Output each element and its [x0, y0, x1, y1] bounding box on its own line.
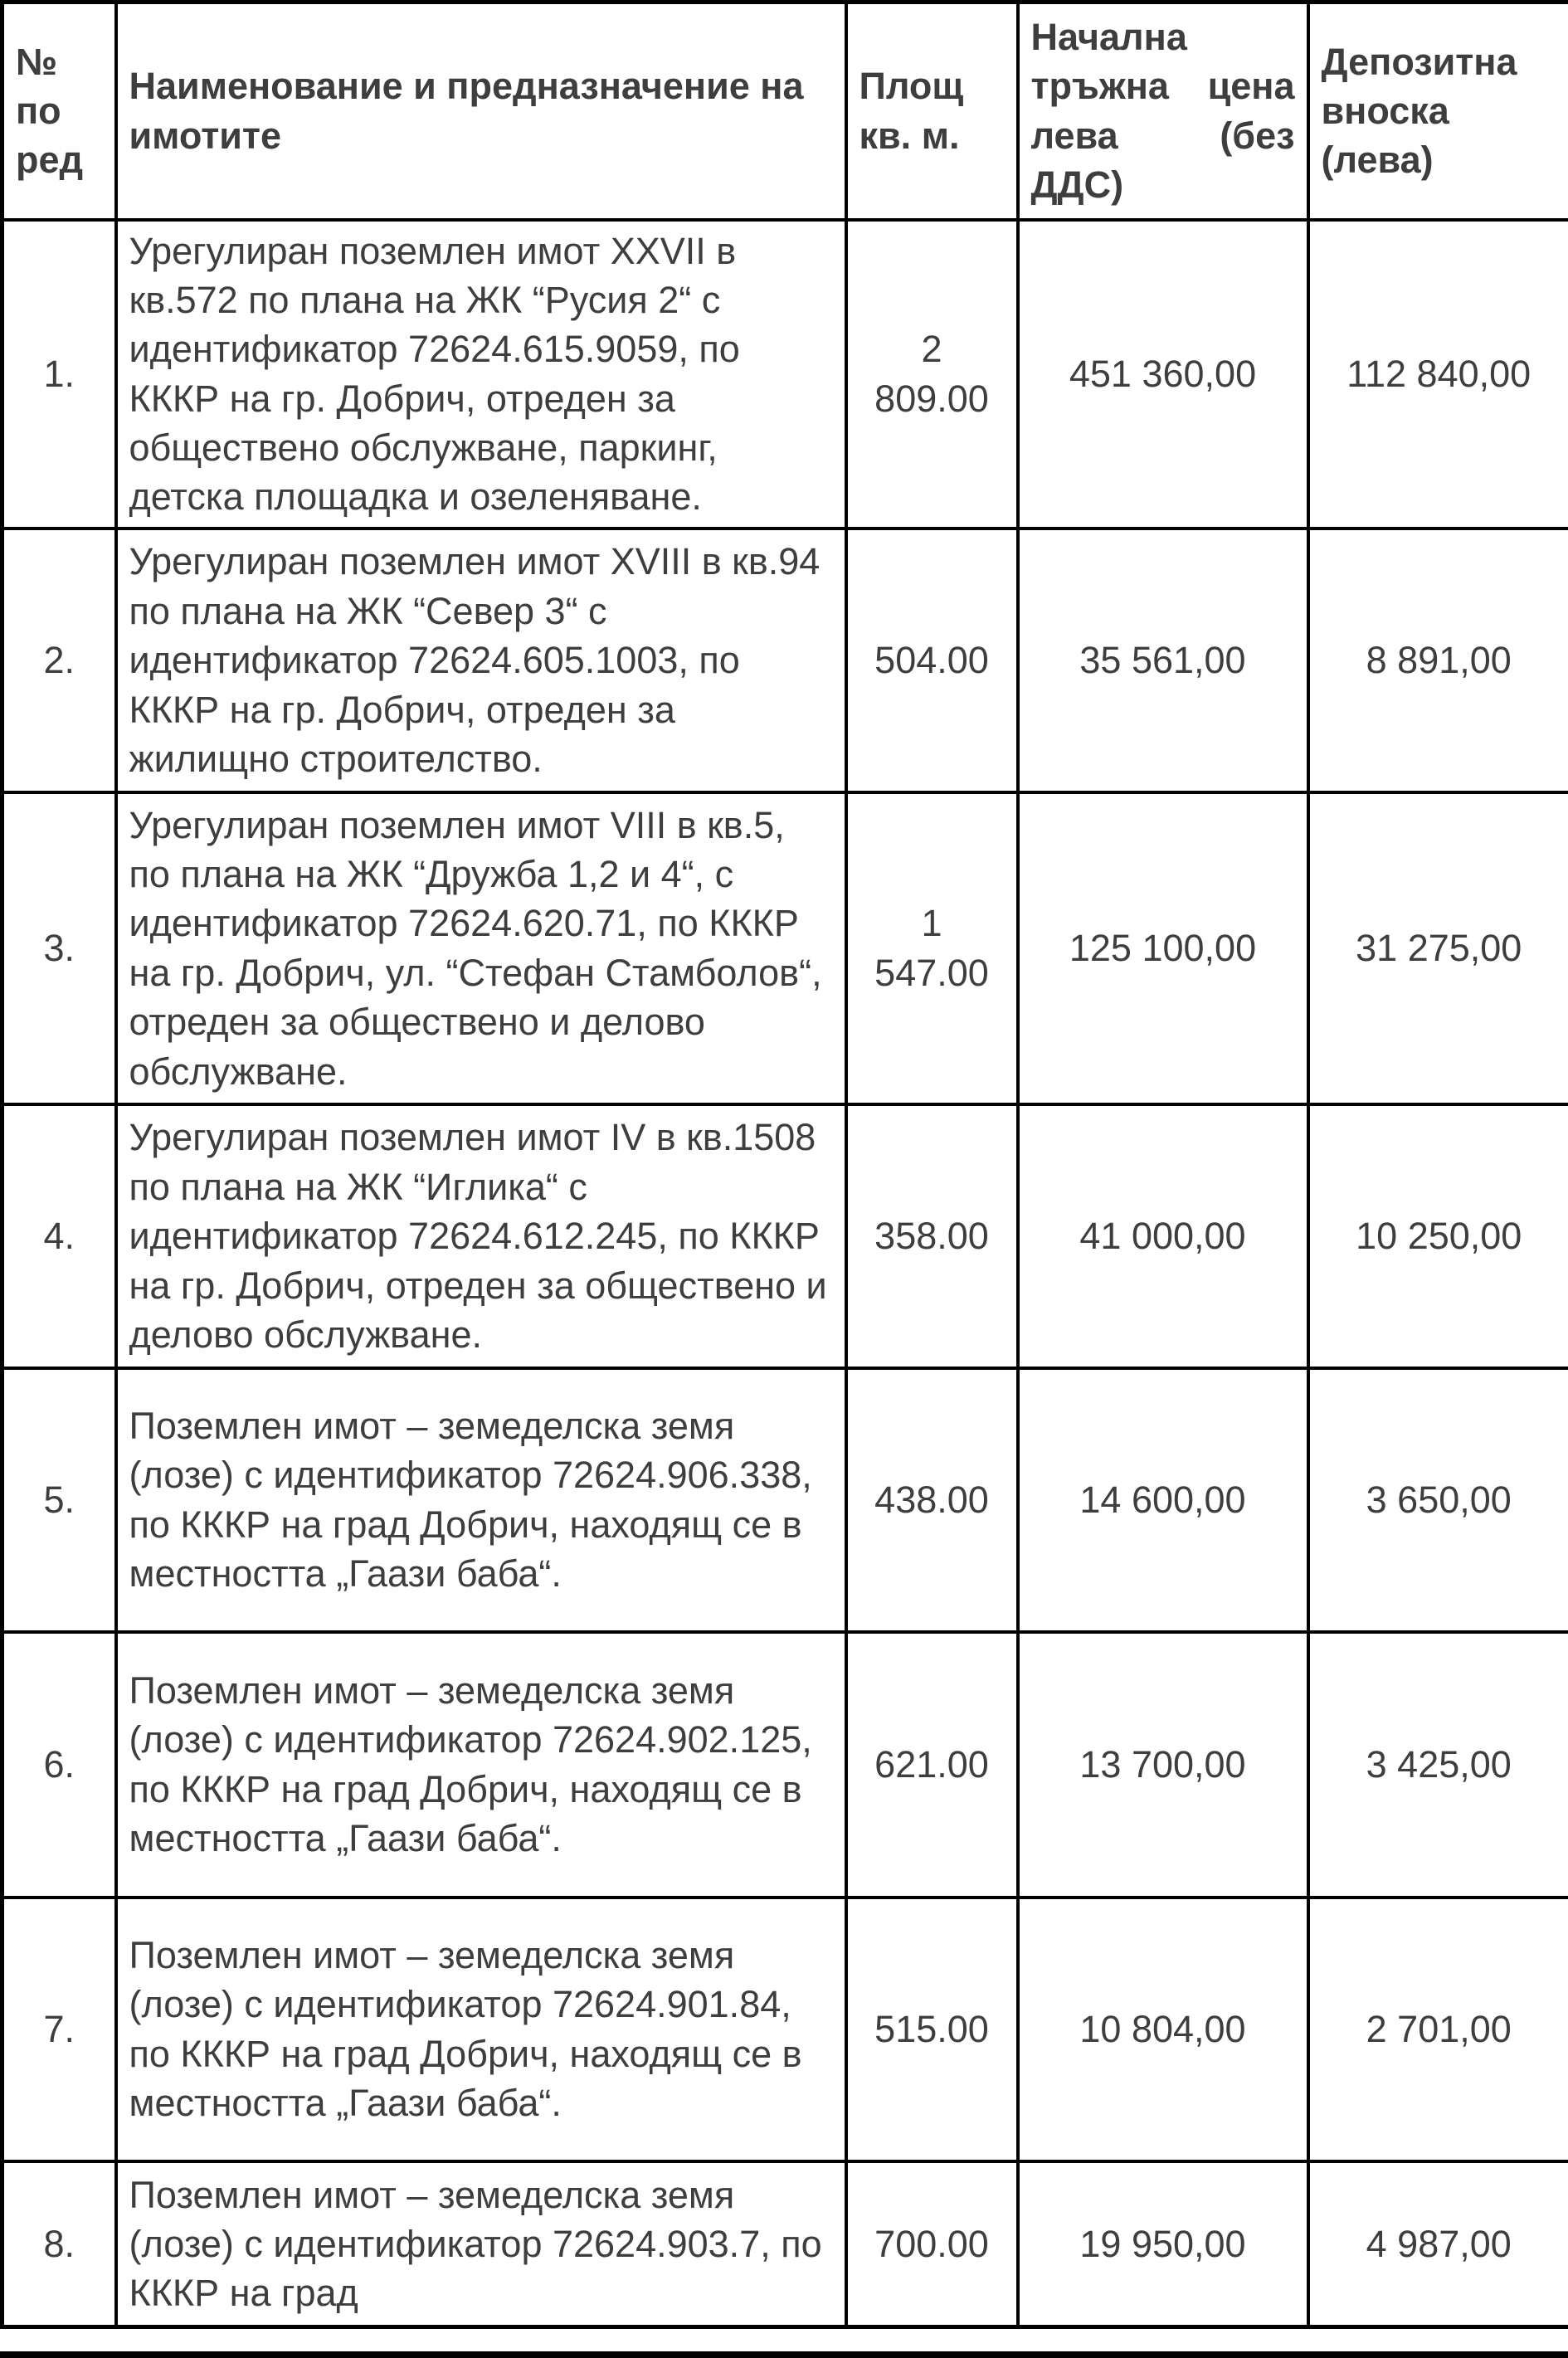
cell-area: 621.00: [846, 1632, 1018, 1898]
cell-deposit: 3 425,00: [1308, 1632, 1568, 1898]
cell-property-description: Урегулиран поземлен имот VIII в кв.5, по плана на ЖК “Дружба 1,2 и 4“, с идентификатор 72624.620.71, по КККР на гр. Добрич, ул. “Стефан Стамболов“, отреден за обществено и делово обслужване.: [116, 792, 846, 1104]
table-row: [2, 2161, 1568, 2327]
cell-row-number: 1.: [2, 220, 116, 529]
cell-row-number: 3.: [2, 792, 116, 1104]
cell-area: 358.00: [846, 1104, 1018, 1368]
cell-starting-price: 13 700,00: [1018, 1632, 1308, 1898]
header-property-description: Наименование и предназначение на имотите: [116, 2, 846, 220]
cell-deposit: 31 275,00: [1308, 792, 1568, 1104]
cell-property-description: Поземлен имот – земеделска земя (лозе) с идентификатор 72624.906.338, по КККР на град Добрич, находящ се в местността „Гаази баба“.: [116, 1368, 846, 1632]
cell-starting-price: 35 561,00: [1018, 529, 1308, 792]
table-cut-bottom-border: [0, 2351, 1568, 2358]
table-row: [2, 220, 1568, 529]
cell-row-number: 6.: [2, 1632, 116, 1898]
cell-area: 504.00: [846, 529, 1018, 792]
header-row-number: № по ред: [2, 2, 116, 220]
cell-starting-price: 41 000,00: [1018, 1104, 1308, 1368]
cell-starting-price: 14 600,00: [1018, 1368, 1308, 1632]
cell-property-description: Поземлен имот – земеделска земя (лозе) с идентификатор 72624.901.84, по КККР на град Добрич, находящ се в местността „Гаази баба“.: [116, 1898, 846, 2161]
cell-area: 1 547.00: [846, 792, 1018, 1104]
table-row: [2, 1898, 1568, 2161]
table-row: [2, 1632, 1568, 1898]
cell-row-number: 2.: [2, 529, 116, 792]
cell-row-number: 4.: [2, 1104, 116, 1368]
cell-area: 515.00: [846, 1898, 1018, 2161]
cell-row-number: 5.: [2, 1368, 116, 1632]
cell-deposit: 8 891,00: [1308, 529, 1568, 792]
cell-property-description: Урегулиран поземлен имот IV в кв.1508 по плана на ЖК “Иглика“ с идентификатор 72624.612.245, по КККР на гр. Добрич, отреден за обществено и делово обслужване.: [116, 1104, 846, 1368]
cell-deposit: 3 650,00: [1308, 1368, 1568, 1632]
cell-deposit: 112 840,00: [1308, 220, 1568, 529]
cell-row-number: 8.: [2, 2161, 116, 2327]
header-starting-price: Начална тръжна цена лева (без ДДС): [1018, 2, 1308, 220]
cell-deposit: 4 987,00: [1308, 2161, 1568, 2327]
cell-starting-price: 19 950,00: [1018, 2161, 1308, 2327]
cell-deposit: 10 250,00: [1308, 1104, 1568, 1368]
cell-area: 2 809.00: [846, 220, 1018, 529]
cell-deposit: 2 701,00: [1308, 1898, 1568, 2161]
cell-starting-price: 125 100,00: [1018, 792, 1308, 1104]
cell-starting-price: 10 804,00: [1018, 1898, 1308, 2161]
header-area: Площ кв. м.: [846, 2, 1018, 220]
cell-area: 438.00: [846, 1368, 1018, 1632]
table-row: [2, 529, 1568, 792]
table-row: [2, 1104, 1568, 1368]
cell-starting-price: 451 360,00: [1018, 220, 1308, 529]
cell-property-description: Поземлен имот – земеделска земя (лозе) с идентификатор 72624.903.7, по КККР на град: [116, 2161, 846, 2327]
cell-property-description: Урегулиран поземлен имот XXVII в кв.572 по плана на ЖК “Русия 2“ с идентификатор 72624.615.9059, по КККР на гр. Добрич, отреден за обществено обслужване, паркинг, детска площадка и озеленяване.: [116, 220, 846, 529]
cell-property-description: Поземлен имот – земеделска земя (лозе) с идентификатор 72624.902.125, по КККР на град Добрич, находящ се в местността „Гаази баба“.: [116, 1632, 846, 1898]
cell-row-number: 7.: [2, 1898, 116, 2161]
table-header-row: [2, 2, 1568, 220]
header-deposit: Депозитна вноска (лева): [1308, 2, 1568, 220]
cell-property-description: Урегулиран поземлен имот XVIII в кв.94 по плана на ЖК “Север 3“ с идентификатор 72624.605.1003, по КККР на гр. Добрич, отреден за жилищно строителство.: [116, 529, 846, 792]
table-row: [2, 1368, 1568, 1632]
cell-area: 700.00: [846, 2161, 1018, 2327]
table-row: [2, 792, 1568, 1104]
